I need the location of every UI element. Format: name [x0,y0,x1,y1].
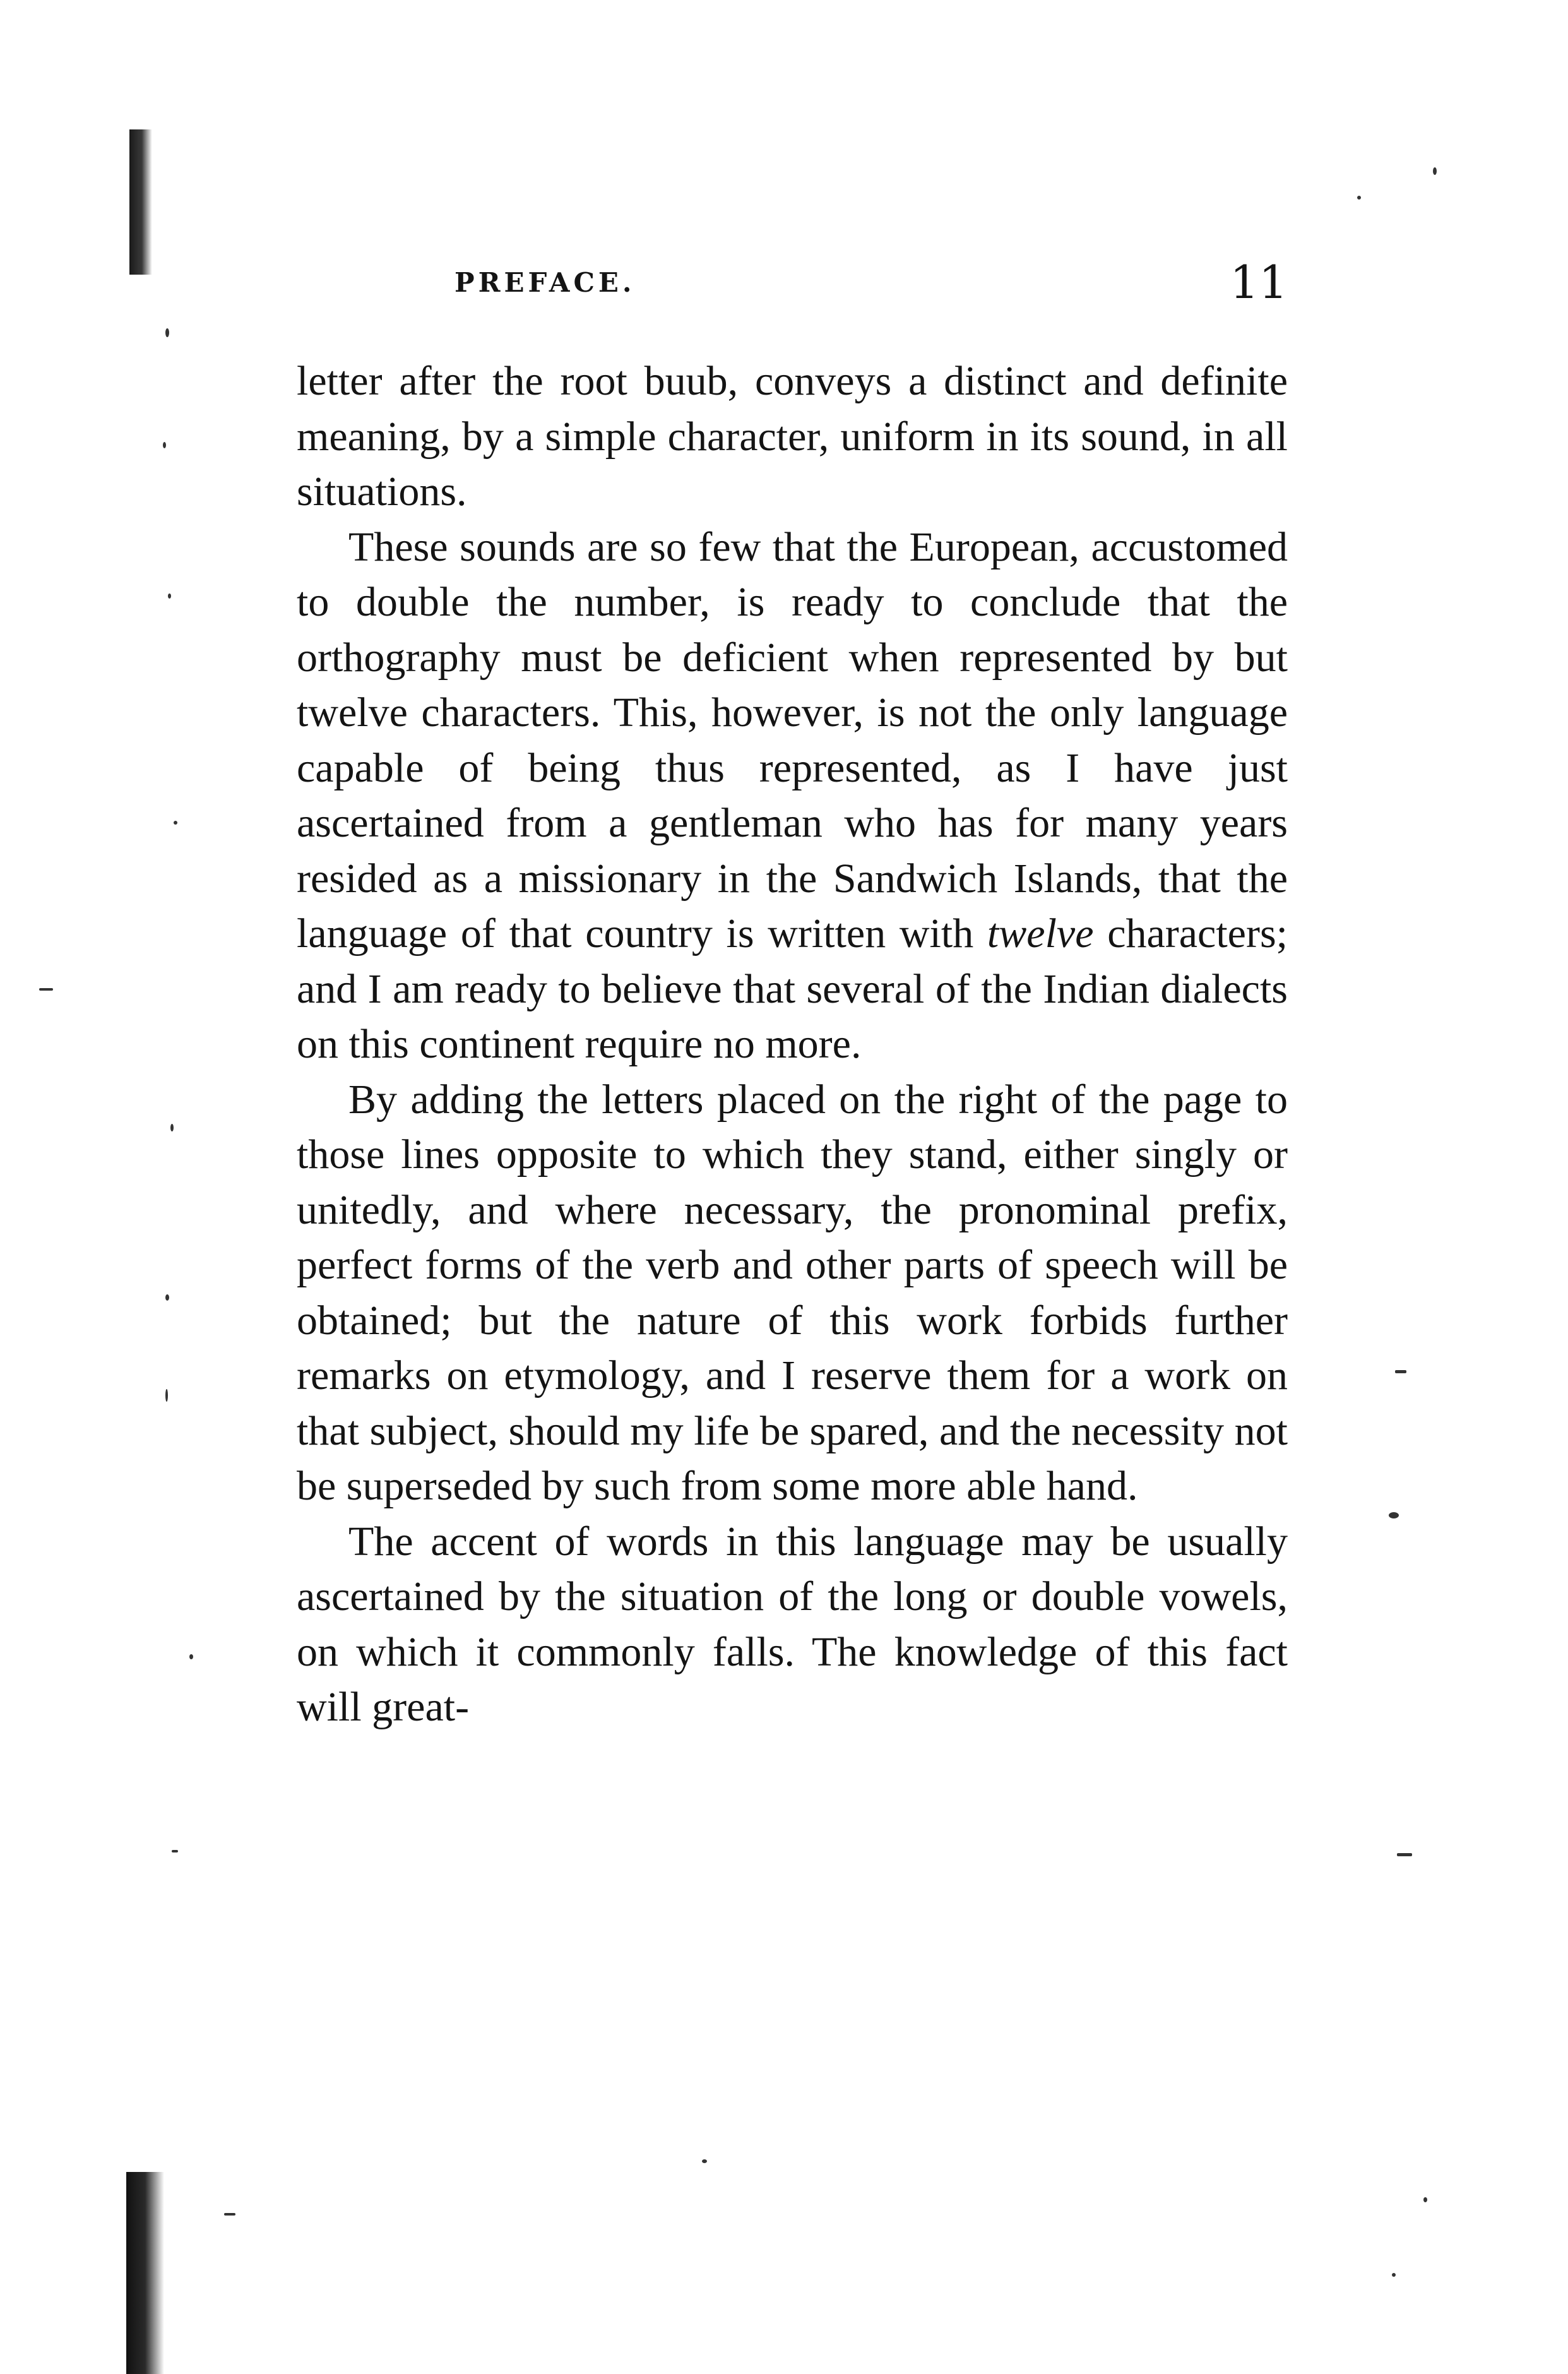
paragraph-2 [297,520,1288,1072]
emphasis-twelve: twelve [987,910,1094,957]
paragraph-2-text: These sounds are so few that the European, accustomed to double the number, is ready to conclude that the orthography must be deficient when represented by but twelve characters. This, however, is not the only language capable of being thus represented, as I have just ascertained from a gentleman who has for many years resided as a missionary in the Sandwich Islands, that the language of that country is written with [297,523,1288,957]
paragraph-1-text: letter after the root buub, conveys a distinct and definite meaning, by a simple character, uniform in its sound, in all situations. [297,358,1288,515]
page-number: 11 [1230,256,1288,309]
paragraph-4 [297,1514,1288,1735]
paragraph-4-text: The accent of words in this language may be usually ascertained by the situation of the long or double vowels, on which it commonly falls. The knowledge of this fact will great- [297,1518,1288,1730]
paragraph-3 [297,1072,1288,1514]
running-head: PREFACE. [454,267,636,298]
paragraph-1 [297,354,1288,520]
paragraph-2-text-after: characters; and I am ready to believe that several of the Indian dialects on this continent require no more. [297,910,1288,1067]
binding-shadow-bottom [126,2172,164,2374]
paragraph-3-text: By adding the letters placed on the right of the page to those lines opposite to which they stand, either singly or unitedly, and where necessary, the pronominal prefix, perfect forms of the verb and other parts of speech will be obtained; but the nature of this work forbids further remarks on etymology, and I reserve them for a work on that subject, should my life be spared, and the necessity not be superseded by such from some more able hand. [297,1076,1288,1509]
page-header [297,256,1300,313]
binding-shadow-top [129,129,152,275]
body-text [297,354,1288,1735]
